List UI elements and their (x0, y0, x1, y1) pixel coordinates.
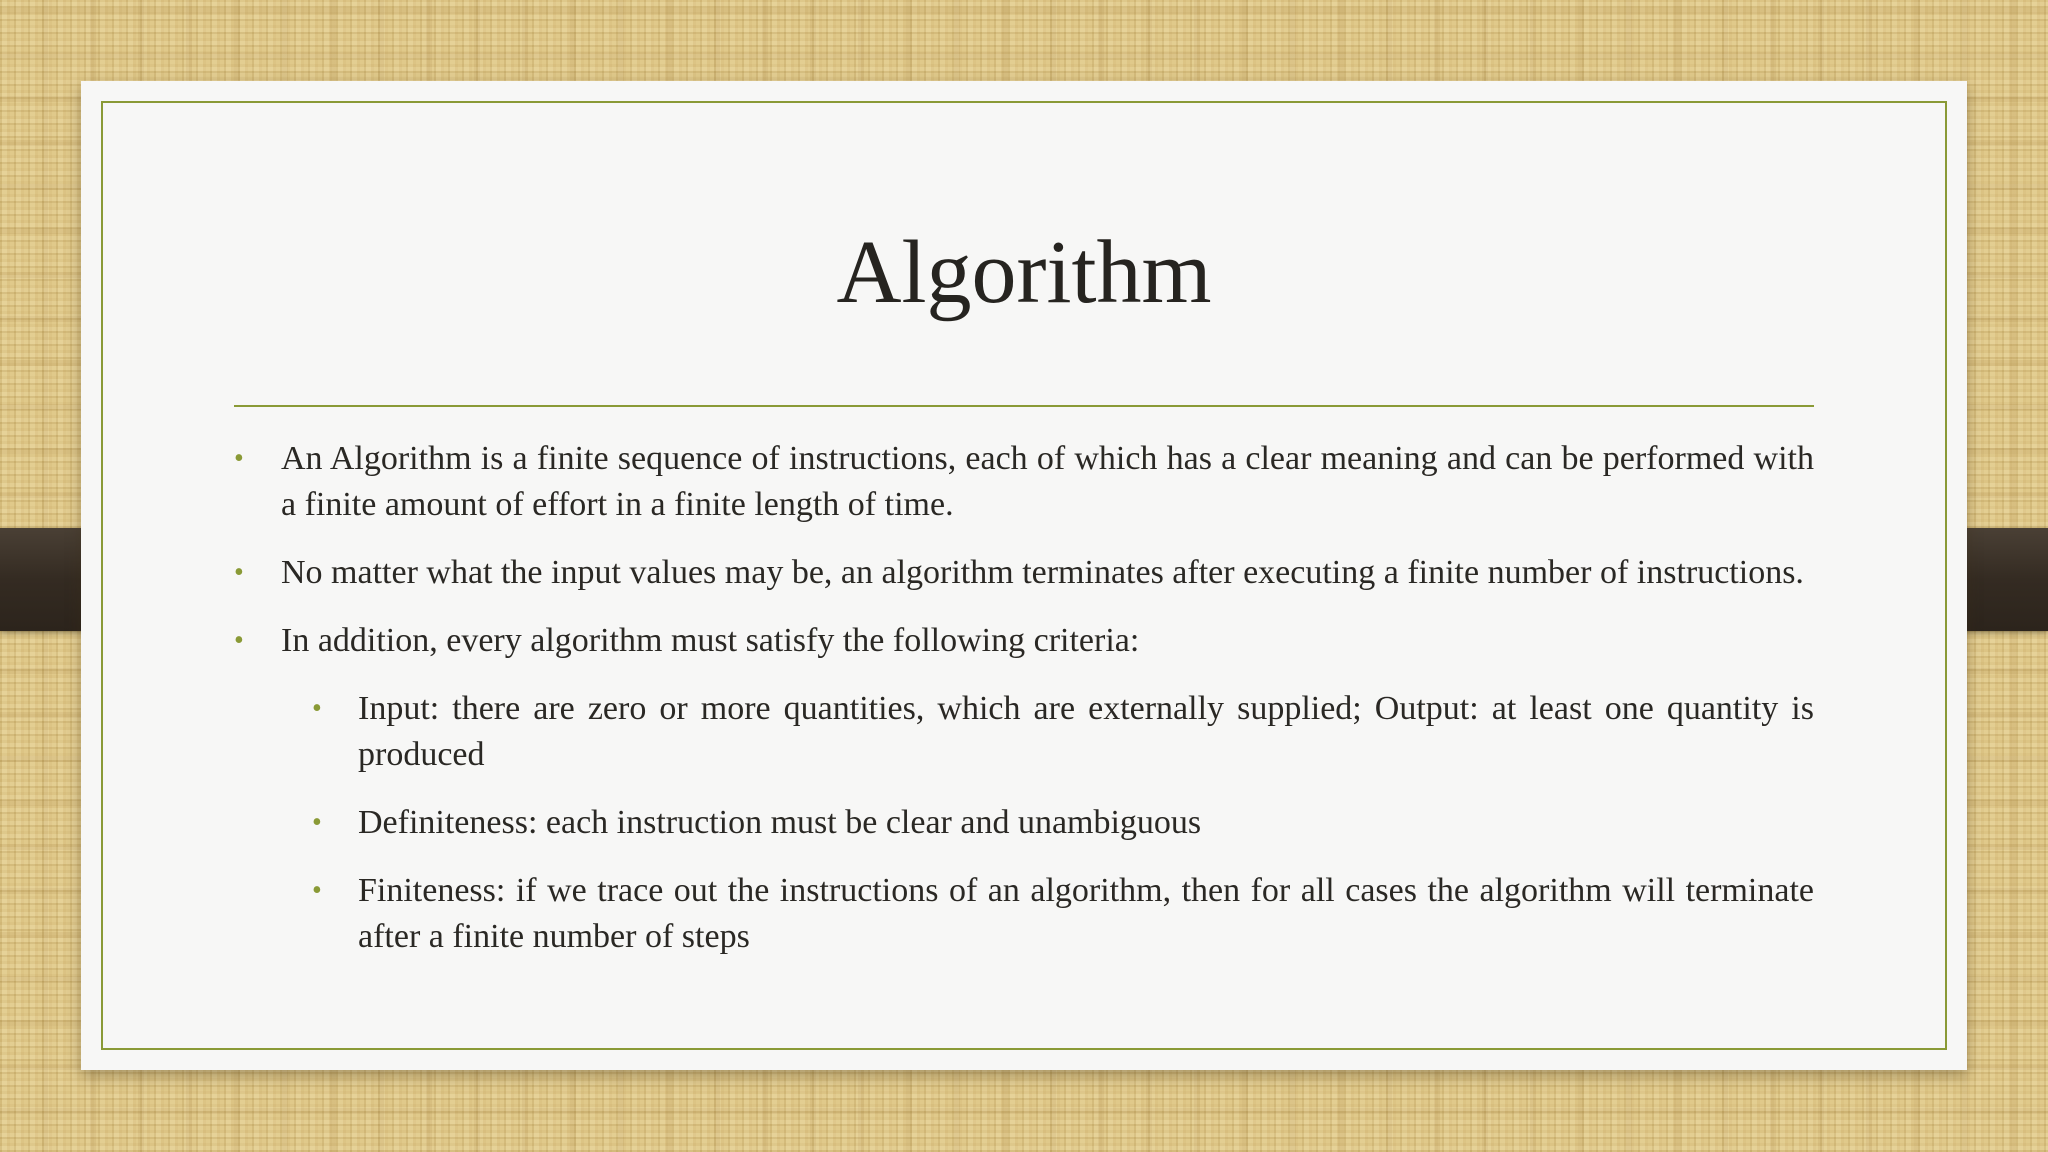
slide-title: Algorithm (836, 223, 1212, 322)
bullet-dot-icon: • (234, 557, 244, 588)
bullet-item (234, 436, 1814, 528)
sub-bullet-text: Input: there are zero or more quantities, which are externally supplied; Output: at least one quantity is produced (358, 690, 1814, 773)
sub-bullet-dot-icon: • (312, 807, 322, 838)
bullet-dot-icon: • (234, 625, 244, 656)
slide-canvas (81, 81, 1967, 1070)
bullet-text: In addition, every algorithm must satisfy the following criteria: (281, 622, 1140, 659)
bullet-list (234, 436, 1814, 960)
bullet-text: No matter what the input values may be, an algorithm terminates after executing a finite number of instructions. (281, 554, 1804, 591)
bullet-text: An Algorithm is a finite sequence of instructions, each of which has a clear meaning and can be performed with a finite amount of effort in a finite length of time. (281, 440, 1814, 523)
sub-bullet-dot-icon: • (312, 875, 322, 906)
sub-bullet-item (234, 686, 1814, 778)
sub-bullet-item (234, 800, 1814, 846)
title-divider (234, 405, 1814, 407)
bullet-item (234, 618, 1814, 960)
slide-body (234, 436, 1814, 982)
sub-bullet-text: Definiteness: each instruction must be clear and unambiguous (358, 804, 1202, 841)
sub-bullet-dot-icon: • (312, 693, 322, 724)
bullet-item (234, 550, 1814, 596)
sub-bullet-list (234, 686, 1814, 960)
sub-bullet-item (234, 868, 1814, 960)
bullet-dot-icon: • (234, 443, 244, 474)
sub-bullet-text: Finiteness: if we trace out the instructions of an algorithm, then for all cases the algorithm will terminate after a finite number of steps (358, 872, 1814, 955)
